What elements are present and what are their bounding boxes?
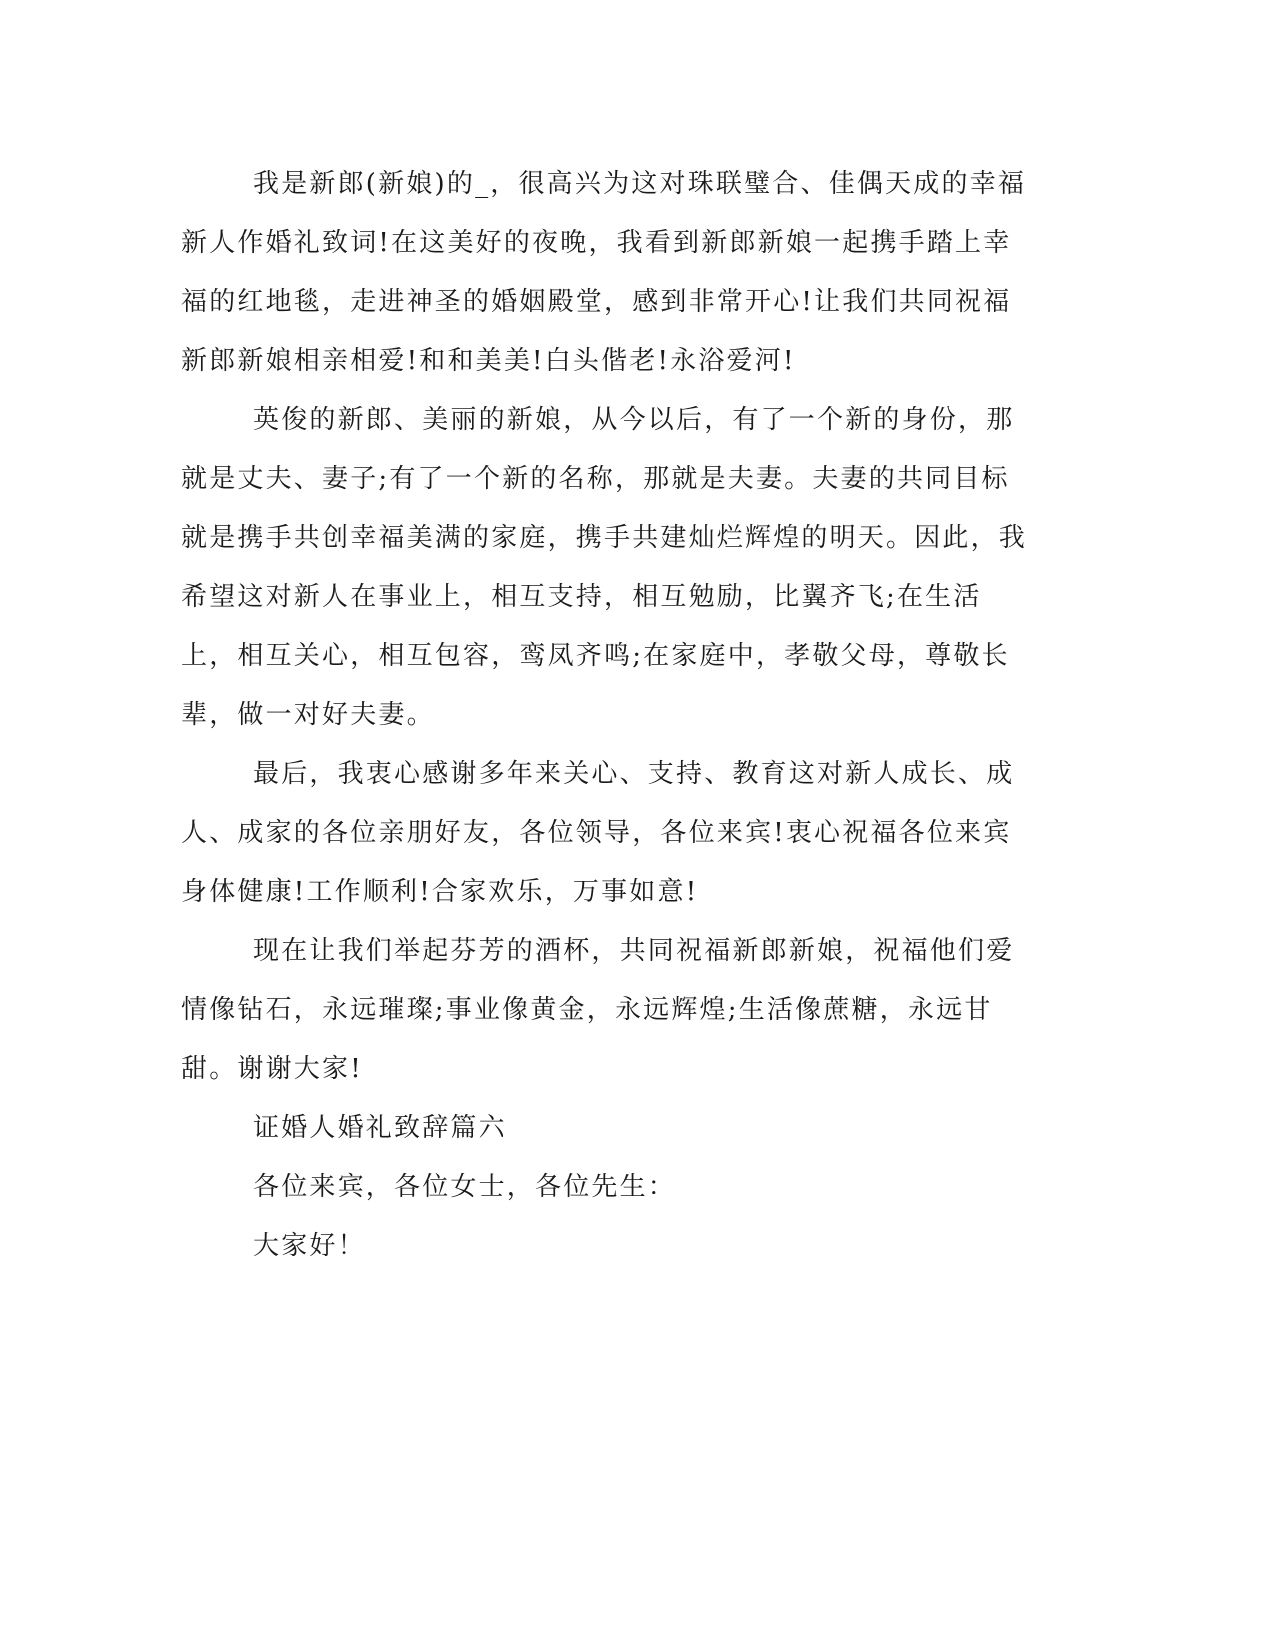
paragraph-3: 最后，我衷心感谢多年来关心、支持、教育这对新人成长、成人、成家的各位亲朋好友，各位领导，各位来宾!衷心祝福各位来宾身体健康!工作顺利!合家欢乐，万事如意! [181, 759, 1015, 907]
document-body [181, 155, 1037, 1276]
greeting: 大家好！ [253, 1231, 366, 1261]
paragraph-1: 我是新郎(新娘)的_，很高兴为这对珠联璧合、佳偶天成的幸福新人作婚礼致词!在这美好的夜晚，我看到新郎新娘一起携手踏上幸福的红地毯，走进神圣的婚姻殿堂，感到非常开心!让我们共同祝福新郎新娘相亲相爱!和和美美!白头偕老!永浴爱河! [181, 169, 1027, 376]
paragraph-2: 英俊的新郎、美丽的新娘，从今以后，有了一个新的身份，那就是丈夫、妻子;有了一个新的名称，那就是夫妻。夫妻的共同目标就是携手共创幸福美满的家庭，携手共建灿烂辉煌的明天。因此，我希望这对新人在事业上，相互支持，相互勉励，比翼齐飞;在生活上，相互关心，相互包容，鸾凤齐鸣;在家庭中，孝敬父母，尊敬长辈，做一对好夫妻。 [181, 405, 1028, 730]
section-title: 证婚人婚礼致辞篇六 [253, 1113, 507, 1143]
salutation: 各位来宾，各位女士，各位先生： [253, 1172, 677, 1202]
paragraph-4: 现在让我们举起芬芳的酒杯，共同祝福新郎新娘，祝福他们爱情像钻石，永远璀璨;事业像黄金，永远辉煌;生活像蔗糖，永远甘甜。谢谢大家! [181, 936, 1015, 1084]
